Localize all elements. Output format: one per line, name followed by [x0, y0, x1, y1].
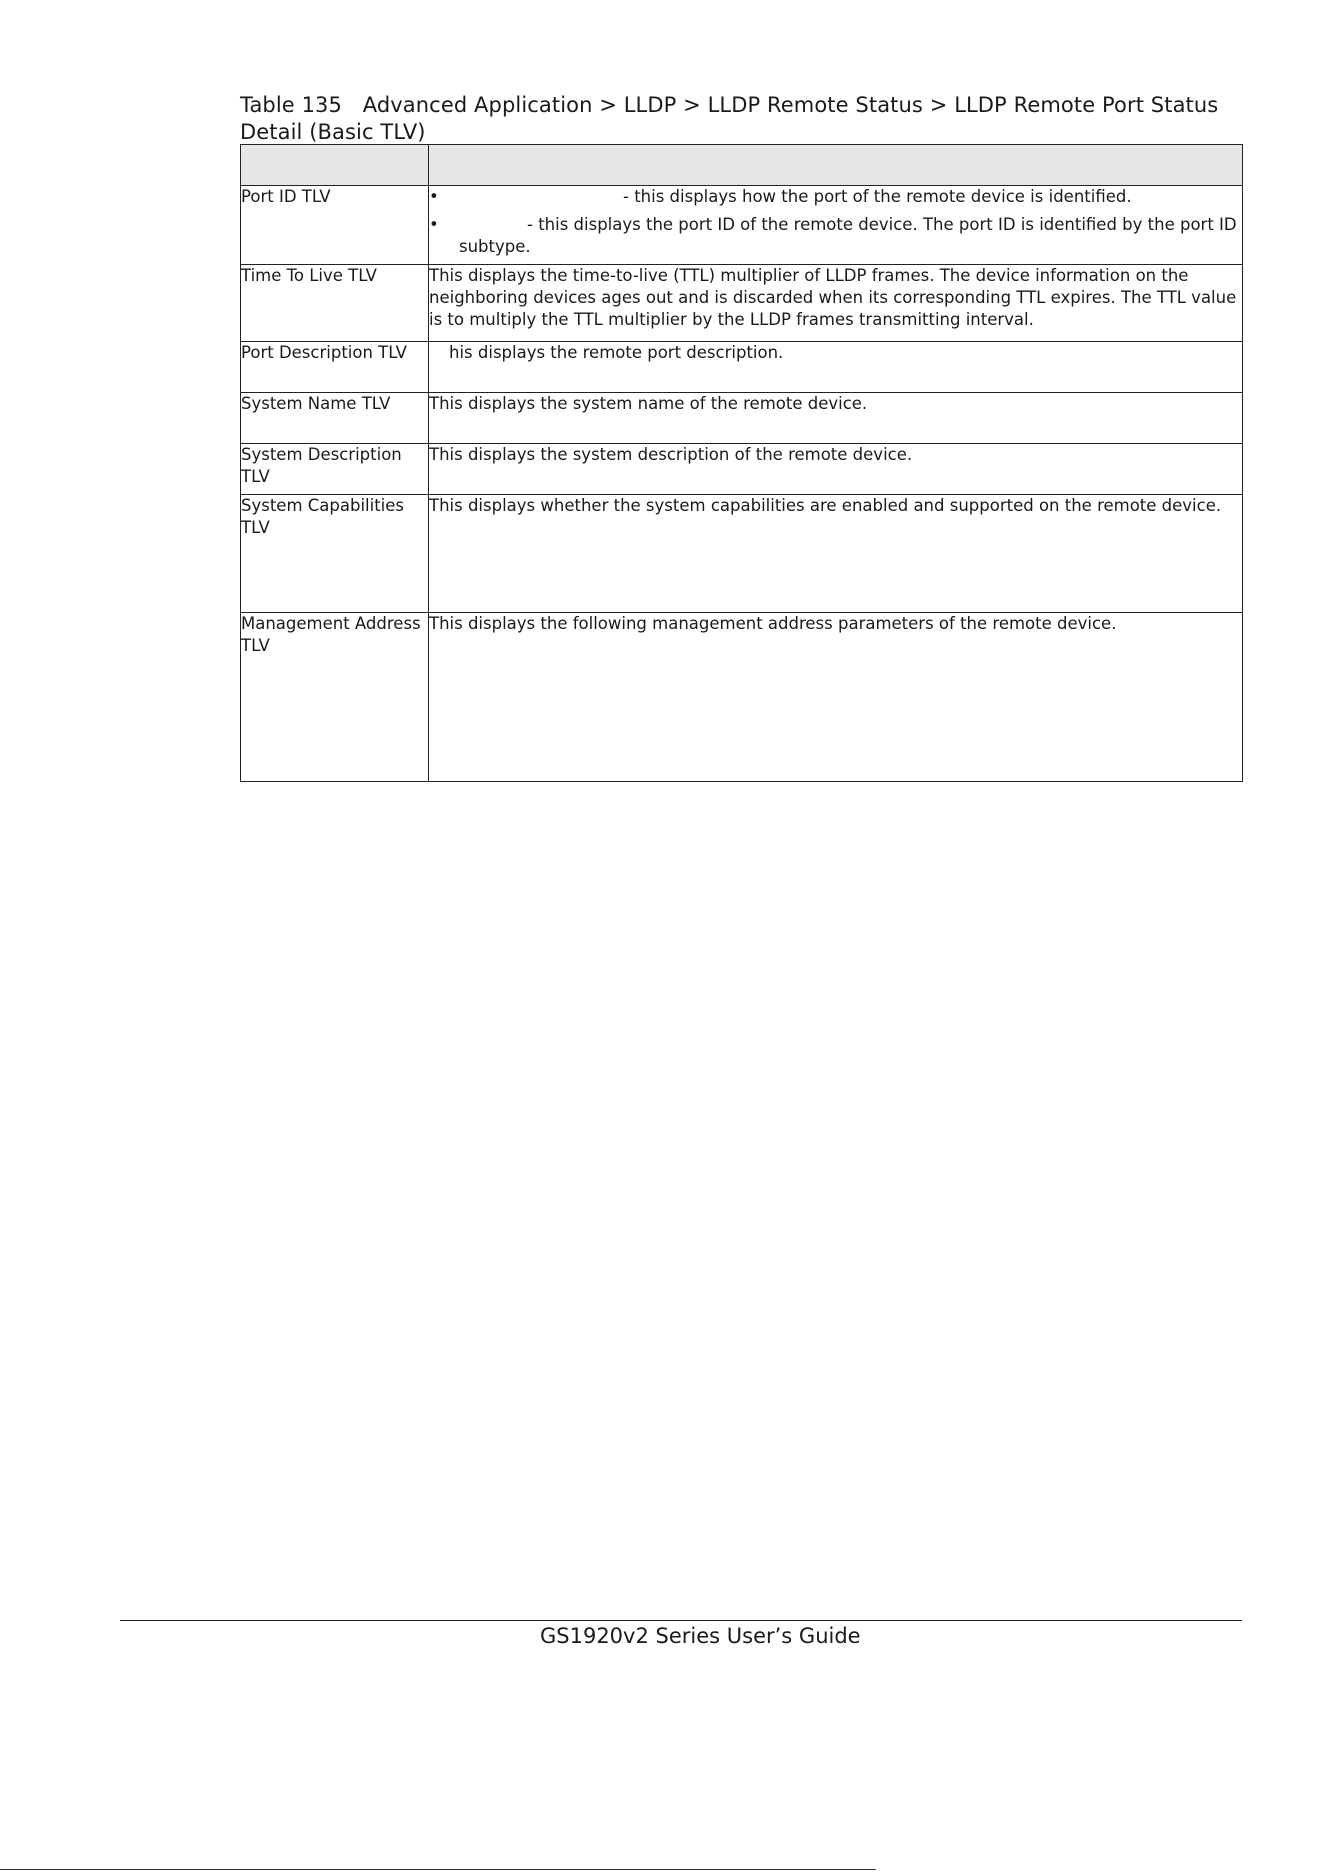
- header-cell-description: [429, 145, 1243, 186]
- table-row: [241, 444, 1243, 495]
- header-cell-label: [241, 145, 429, 186]
- table-title: Advanced Application > LLDP > LLDP Remote Status > LLDP Remote Port Status Detail (Basic TLV): [240, 93, 1219, 144]
- row-label: System Capabilities TLV: [241, 495, 429, 613]
- row-label: Time To Live TLV: [241, 265, 429, 342]
- row-description: This displays the system name of the remote device.: [429, 393, 1243, 444]
- row-description: This displays whether the system capabilities are enabled and supported on the remote device.: [429, 495, 1243, 613]
- row-description: This displays the system description of the remote device.: [429, 444, 1243, 495]
- row-label: Port ID TLV: [241, 186, 429, 265]
- bullet-icon: •: [429, 187, 439, 206]
- row-label: Port Description TLV: [241, 342, 429, 393]
- row-description: This displays the following management address parameters of the remote device.: [429, 613, 1243, 782]
- row-label: Management Address TLV: [241, 613, 429, 782]
- tlv-table: [240, 144, 1243, 782]
- footer-title: GS1920v2 Series User’s Guide: [540, 1624, 861, 1648]
- row-label: System Description TLV: [241, 444, 429, 495]
- table-row: [241, 613, 1243, 782]
- row-description: his displays the remote port description.: [429, 342, 1243, 393]
- table-row: [241, 393, 1243, 444]
- list-item: • - this displays how the port of the remote device is identified.: [429, 187, 1132, 206]
- row-description: [429, 186, 1243, 265]
- row-label: System Name TLV: [241, 393, 429, 444]
- table-header-row: [241, 145, 1243, 186]
- bottom-divider: [0, 1869, 876, 1870]
- table-row: [241, 495, 1243, 613]
- table-row: [241, 265, 1243, 342]
- footer-divider: [120, 1620, 1242, 1621]
- table-number: Table 135: [240, 93, 342, 117]
- bullet-list: [429, 186, 1242, 258]
- table-caption: [240, 92, 1240, 146]
- table-row: [241, 186, 1243, 265]
- table-row: [241, 342, 1243, 393]
- row-description: This displays the time-to-live (TTL) multiplier of LLDP frames. The device information on the neighboring devices ages out and is discarded when its corresponding TTL expires. The TTL value is to multiply the TTL multiplier by the LLDP frames transmitting interval.: [429, 265, 1243, 342]
- list-item: • - this displays the port ID of the remote device. The port ID is identified by the port ID subtype.: [429, 215, 1237, 256]
- bullet-icon: •: [429, 215, 439, 234]
